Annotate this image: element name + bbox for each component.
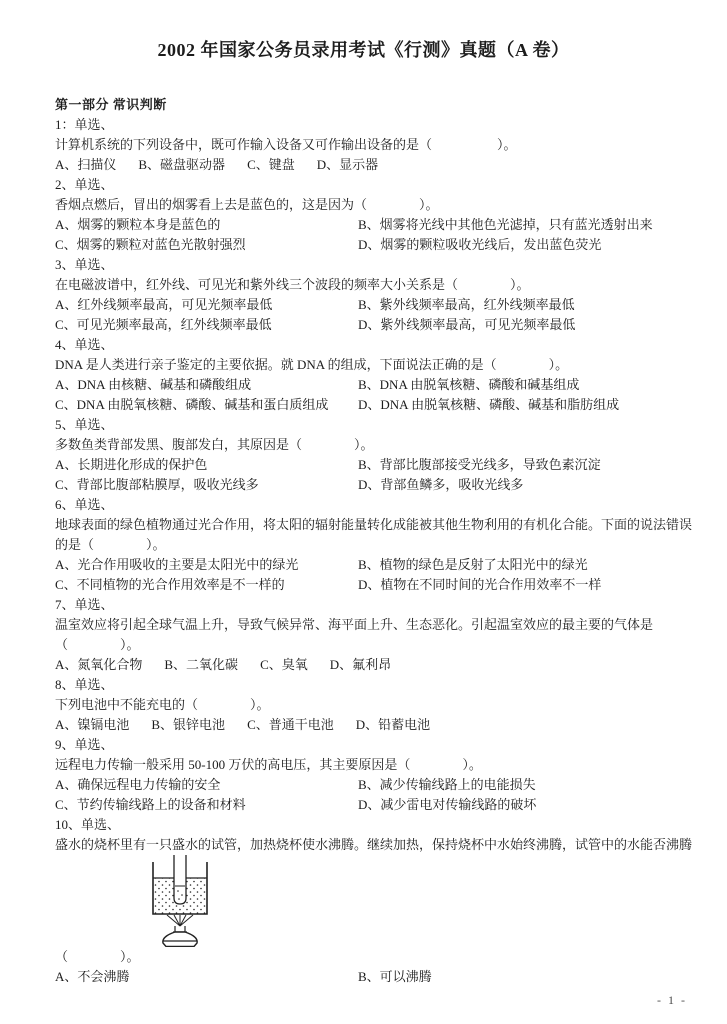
option-a: A、氮氧化合物: [55, 657, 143, 672]
option-c: C、键盘: [247, 157, 295, 172]
question-10: [55, 815, 691, 987]
option-b: B、磁盘驱动器: [138, 157, 226, 172]
question-options: [55, 375, 691, 415]
question-stem-line-2: （ ）。: [55, 637, 140, 652]
question-2: [55, 175, 691, 255]
option-a: A、不会沸腾: [55, 969, 130, 984]
option-d: D、显示器: [316, 157, 379, 172]
option-b: B、可以沸腾: [358, 969, 432, 984]
question-stem-line-1: 地球表面的绿色植物通过光合作用，将太阳的辐射能量转化成能被其他生物利用的有机化合能。下面的说法错误: [55, 517, 693, 532]
option-d: D、减少雷电对传输线路的破坏: [358, 797, 537, 812]
option-d: D、植物在不同时间的光合作用效率不一样: [358, 577, 602, 592]
question-options: [55, 715, 691, 735]
option-c: C、烟雾的颗粒对蓝色光散射强烈: [55, 237, 246, 252]
question-stem-line-1: 温室效应将引起全球气温上升，导致气候异常、海平面上升、生态恶化。引起温室效应的最主要的气体是: [55, 617, 654, 632]
option-a: A、DNA 由核糖、碱基和磷酸组成: [55, 377, 252, 392]
question-stem: 远程电力传输一般采用 50-100 万伏的高电压，其主要原因是（ ）。: [55, 757, 482, 772]
question-9: [55, 735, 691, 815]
question-options: [55, 967, 691, 987]
option-d: D、烟雾的颗粒吸收光线后，发出蓝色荧光: [358, 237, 602, 252]
question-label: 1：单选、: [55, 117, 114, 132]
question-5: [55, 415, 691, 495]
option-a: A、长期进化形成的保护色: [55, 457, 208, 472]
question-options: [55, 295, 691, 335]
question-1: [55, 115, 691, 175]
option-c: C、不同植物的光合作用效率是不一样的: [55, 577, 285, 592]
option-c: C、可见光频率最高，红外线频率最低: [55, 317, 272, 332]
option-b: B、银锌电池: [151, 717, 226, 732]
question-6: [55, 495, 691, 595]
option-b: B、烟雾将光线中其他色光滤掉，只有蓝光透射出来: [358, 217, 653, 232]
question-stem: 多数鱼类背部发黑、腹部发白，其原因是（ ）。: [55, 437, 374, 452]
page-number: - 1 -: [657, 993, 687, 1007]
question-options: [55, 775, 691, 815]
option-a: A、镍镉电池: [55, 717, 130, 732]
section-heading: 第一部分 常识判断: [55, 97, 167, 112]
option-a: A、烟雾的颗粒本身是蓝色的: [55, 217, 221, 232]
question-7: [55, 595, 691, 675]
option-b: B、减少传输线路上的电能损失: [358, 777, 536, 792]
option-d: D、铅蓄电池: [355, 717, 431, 732]
option-a: A、扫描仪: [55, 157, 117, 172]
option-d: D、背部鱼鳞多，吸收光线多: [358, 477, 524, 492]
document-content: [0, 95, 727, 987]
option-c: C、臭氧: [260, 657, 308, 672]
beaker-experiment-figure: [55, 855, 691, 947]
question-3: [55, 255, 691, 335]
option-a: A、红外线频率最高，可见光频率最低: [55, 297, 273, 312]
option-b: B、二氧化碳: [164, 657, 239, 672]
question-stem: 盛水的烧杯里有一只盛水的试管，加热烧杯使水沸腾。继续加热，保持烧杯中水始终沸腾，试管中的水能否沸腾: [55, 837, 693, 852]
option-a: A、确保远程电力传输的安全: [55, 777, 221, 792]
option-c: C、DNA 由脱氧核糖、磷酸、碱基和蛋白质组成: [55, 397, 329, 412]
option-d: D、氟利昂: [329, 657, 392, 672]
page-title: 2002 年国家公务员录用考试《行测》真题（A 卷）: [157, 40, 570, 60]
question-label: 6、单选、: [55, 497, 114, 512]
question-label: 9、单选、: [55, 737, 114, 752]
question-stem: 下列电池中不能充电的（ ）。: [55, 697, 270, 712]
question-label: 4、单选、: [55, 337, 114, 352]
question-options: [55, 215, 691, 255]
question-stem: 在电磁波谱中，红外线、可见光和紫外线三个波段的频率大小关系是（ ）。: [55, 277, 530, 292]
question-label: 10、单选、: [55, 817, 121, 832]
question-label: 2、单选、: [55, 177, 114, 192]
option-c: C、节约传输线路上的设备和材料: [55, 797, 246, 812]
question-8: [55, 675, 691, 735]
option-c: C、背部比腹部粘膜厚，吸收光线多: [55, 477, 259, 492]
option-b: B、紫外线频率最高，红外线频率最低: [358, 297, 575, 312]
option-a: A、光合作用吸收的主要是太阳光中的绿光: [55, 557, 299, 572]
option-b: B、植物的绿色是反射了太阳光中的绿光: [358, 557, 588, 572]
option-d: D、紫外线频率最高，可见光频率最低: [358, 317, 576, 332]
beaker-test-tube-lamp-drawing: [140, 855, 236, 947]
option-c: C、普通干电池: [247, 717, 334, 732]
question-options: [55, 655, 691, 675]
question-label: 5、单选、: [55, 417, 114, 432]
question-label: 8、单选、: [55, 677, 114, 692]
question-stem: 计算机系统的下列设备中，既可作输入设备又可作输出设备的是（ ）。: [55, 137, 517, 152]
option-b: B、DNA 由脱氧核糖、磷酸和碱基组成: [358, 377, 580, 392]
question-options: [55, 155, 691, 175]
question-stem: DNA 是人类进行亲子鉴定的主要依据。就 DNA 的组成，下面说法正确的是（ ）。: [55, 357, 569, 372]
question-options: [55, 555, 691, 595]
question-blank-line: （ ）。: [55, 949, 140, 964]
option-d: D、DNA 由脱氧核糖、磷酸、碱基和脂肪组成: [358, 397, 620, 412]
option-b: B、背部比腹部接受光线多，导致色素沉淀: [358, 457, 601, 472]
question-4: [55, 335, 691, 415]
question-label: 3、单选、: [55, 257, 114, 272]
question-stem-line-2: 的是（ ）。: [55, 537, 166, 552]
question-options: [55, 455, 691, 495]
question-label: 7、单选、: [55, 597, 114, 612]
question-stem: 香烟点燃后，冒出的烟雾看上去是蓝色的，这是因为（ ）。: [55, 197, 439, 212]
